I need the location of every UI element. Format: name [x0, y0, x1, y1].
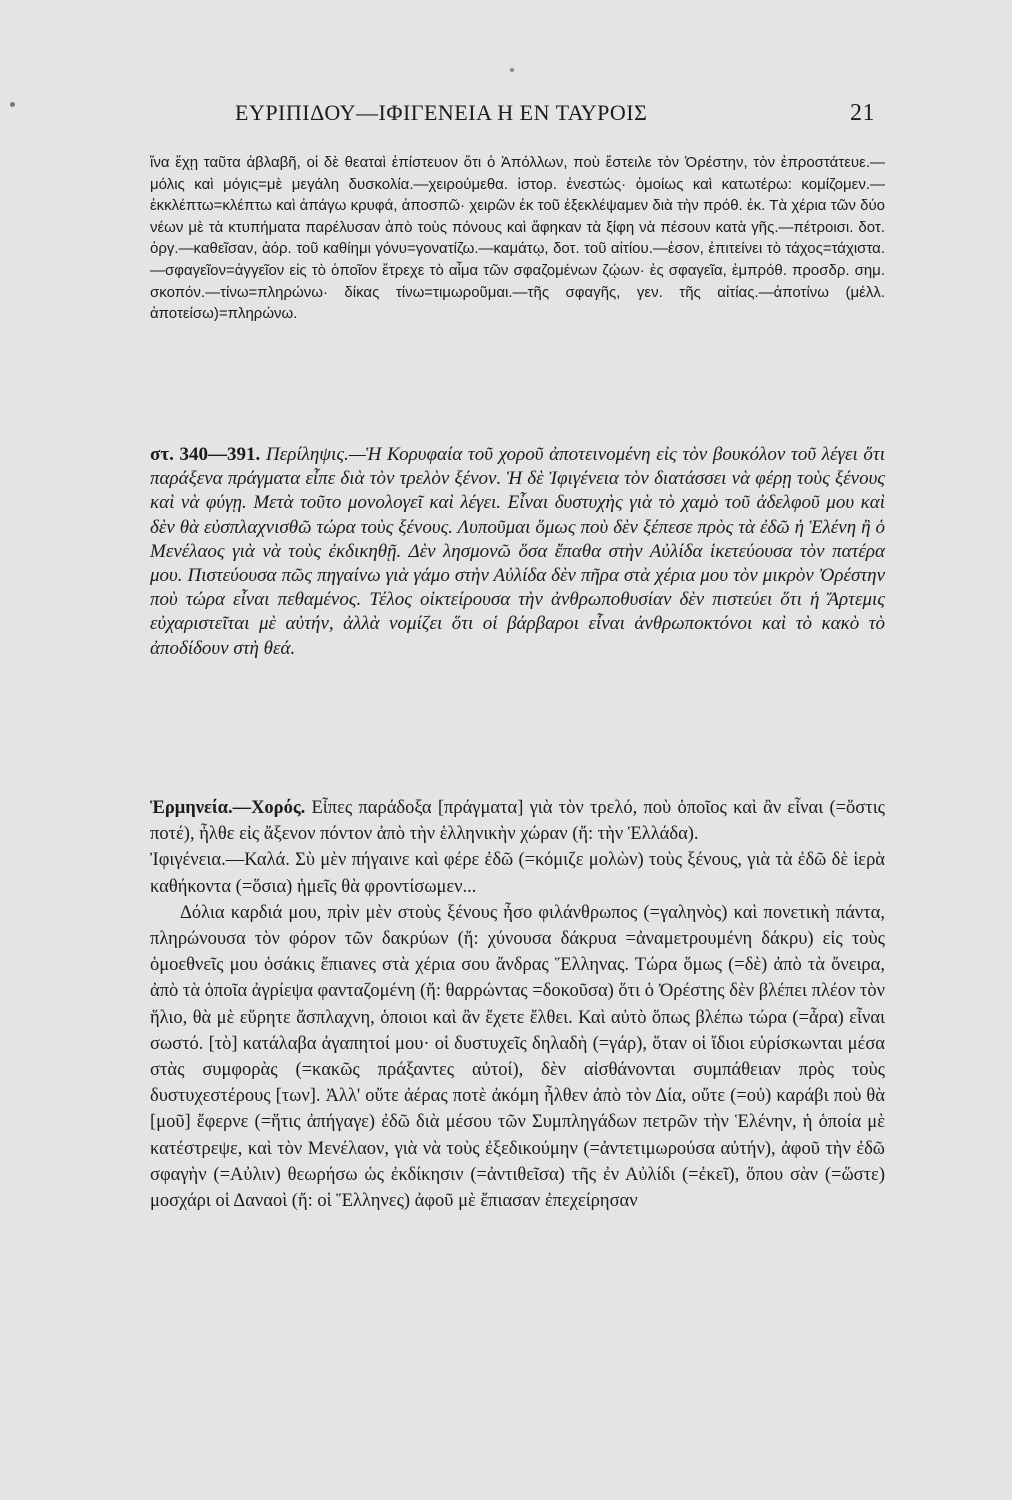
- summary-text: Περίληψις.—Ἡ Κορυφαία τοῦ χοροῦ ἀποτεινομένη εἰς τὸν βουκόλον τοῦ λέγει ὅτι παράξενα πράγματα εἶπε διὰ τὸν τρελὸν ξένον. Ἡ δὲ Ἰφιγένεια τὸν διατάσσει νὰ φέρῃ τοὺς ξένους καὶ νὰ φύγῃ. Μετὰ τοῦτο μονολογεῖ καὶ λέγει. Εἶναι δυστυχὴς γιὰ τὸ χαμὸ τοῦ ἀδελφοῦ μου καὶ δὲν θὰ εὐσπλαχνισθῶ τώρα τοὺς ξένους. Λυποῦμαι ὅμως ποὺ δὲν ξέπεσε πρὸς τὰ ἐδῶ ἡ Ἑλένη ἢ ὁ Μενέλαος γιὰ νὰ τοὺς ἐκδικηθῇ. Δὲν λησμονῶ ὅσα ἔπαθα στὴν Αὐλίδα ἱκετεύουσα τὸν πατέρα μου. Πιστεύουσα πῶς πηγαίνω γιὰ γάμο στὴν Αὐλίδα δὲν πῆρα στὰ χέρια μου τὸν μικρὸν Ὀρέστην ποὺ τώρα εἶναι πεθαμένος. Τέλος οἰκτείρουσα τὴν ἀνθρωποθυσίαν δὲν πιστεύει ὅτι ἡ Ἄρτεμις εὐχαριστεῖται μὲ αὐτήν, ἀλλὰ νομίζει ὅτι οἱ βάρβαροι εἶναι ἀνθρωποκτόνοι καὶ τὸ κακὸ τὸ ἀποδίδουν στὴ θεά.: [150, 444, 886, 659]
- interpretation-text: Εἶπες παράδοξα [πράγματα] γιὰ τὸν τρελό, ποὺ ὁποῖος καὶ ἂν εἶναι (=ὅστις ποτέ), ἦλθε εἰς ἄξενον πόντον ἀπὸ τὴν ἑλληνικὴν χώραν (ἤ: τὴν Ἑλλάδα).: [150, 798, 885, 845]
- running-title: ΕΥΡΙΠΙΔΟΥ—ΙΦΙΓΕΝΕΙΑ Η ΕΝ ΤΑΥΡΟΙΣ: [235, 100, 648, 125]
- verse-range: στ. 340—391.: [150, 444, 261, 465]
- running-header: [235, 100, 875, 127]
- print-speck: [510, 68, 514, 72]
- interpretation-paragraph: Ἰφιγένεια.—Καλά. Σὺ μὲν πήγαινε καὶ φέρε ἐδῶ (=κόμιζε μολὼν) τοὺς ξένους, γιὰ τὰ ἐδῶ δὲ ἱερὰ καθήκοντα (=ὅσια) ἡμεῖς θὰ φροντίσωμεν...: [150, 850, 885, 897]
- interpretation-section: [150, 795, 885, 1214]
- interpretation-heading: Ἑρμηνεία.—Χορός.: [150, 798, 306, 818]
- footnotes-block: [150, 152, 885, 325]
- footnotes-text: ἵνα ἔχῃ ταῦτα ἀβλαβῆ, οἱ δὲ θεαταὶ ἐπίστευον ὅτι ὁ Ἀπόλλων, ποὺ ἔστειλε τὸν Ὀρέστην, τὸν ἐπροστάτευε.—μόλις καὶ μόγις=μὲ μεγάλη δυσκολία.—χειρούμεθα. ἱστορ. ἐνεστώς· ὁμοίως καὶ κατωτέρω: κομίζομεν.—ἐκκλέπτω=κλέπτω καὶ ἀπάγω κρυφά, ἀποσπῶ· χειρῶν ἐκ τοῦ ἐξεκλέψαμεν διὰ τὴν πρόθ. ἐκ. Τὰ χέρια τῶν δύο νέων μὲ τὰ κτυπήματα παρέλυσαν ἀπὸ τοὺς πόνους καὶ ἄφηκαν τὰ ξίφη νὰ πέσουν κατὰ γῆς.—πέτροισι. δοτ. ὀργ.—καθεῖσαν, ἀόρ. τοῦ καθίημι γόνυ=γονατίζω.—καμάτῳ, δοτ. τοῦ αἰτίου.—ἐσον, ἐπιτείνει τὸ τάχος=τάχιστα.—σφαγεῖον=ἀγγεῖον εἰς τὸ ὁποῖον ἔτρεχε τὸ αἷμα τῶν σφαζομένων ζῴων· ἐς σφαγεῖα, ἐμπρόθ. προσδρ. σημ. σκοπόν.—τίνω=πληρώνω· δίκας τίνω=τιμωροῦμαι.—τῆς σφαγῆς, γεν. τῆς αἰτίας.—ἀποτίνω (μέλλ. ἀποτείσω)=πληρώνω.: [150, 154, 885, 323]
- interpretation-paragraph: [150, 795, 885, 847]
- page-number: 21: [850, 100, 875, 126]
- summary-section: [150, 443, 885, 661]
- interpretation-paragraph: Δόλια καρδιά μου, πρὶν μὲν στοὺς ξένους ἦσο φιλάνθρωπος (=γαληνὸς) καὶ πονετικὴ πάντα, πληρώνουσα τὸν φόρον τῶν δακρύων (ἤ: χύνουσα δάκρυα =ἀναμετρουμένη δάκρυ) εἰς τοὺς ὁμοεθνεῖς μου ὁσάκις ἔπιανες στὰ χέρια σου ἄνδρας Ἕλληνας. Τώρα ὅμως (=δὲ) ἀπὸ τὰ ὄνειρα, ἀπὸ τὰ ὁποῖα ἀγρίεψα φανταζομένη (ἤ: θαρρώντας =δοκοῦσα) ὅτι ὁ Ὀρέστης δὲν βλέπει πλέον τὸν ἥλιο, θὰ μὲ εὕρητε ἄσπλαχνη, ὁποιοι καὶ ἂν ἔχετε ἔλθει. Καὶ αὐτὸ ὅπως βλέπω τώρα (=ἆρα) εἶναι σωστό. [τὸ] κατάλαβα ἀγαπητοί μου· οἱ δυστυχεῖς δηλαδὴ (=γάρ), ὅταν οἱ ἴδιοι εὑρίσκωνται μέσα στὰς συμφορὰς (=κακῶς πράξαντες αὐτοί), δὲν αἰσθάνονται συμπάθειαν πρὸς τοὺς δυστυχεστέρους [των]. Ἀλλ' οὔτε ἀέρας ποτὲ ἀκόμη ἦλθεν ἀπὸ τὸν Δία, οὔτε (=οὐ) καράβι ποὺ θὰ [μοῦ] ἔφερνε (=ἥτις ἀπήγαγε) ἐδῶ διὰ μέσου τῶν Συμπληγάδων πετρῶν τὴν Ἑλένην, ἡ ὁποία μὲ κατέστρεψε, καὶ τὸν Μενέλαον, γιὰ νὰ τοὺς ἐξεδικούμην (=ἀντετιμωρούσα αὐτήν), ἀφοῦ τὴν ἐδῶ σφαγὴν (=Αὐλιν) θεωρήσω ὡς ἐκδίκησιν (=ἀντιθεῖσα) τῆς ἐν Αὐλίδι (=ἐκεῖ), ὅπου σὰν (=ὥστε) μοσχάρι οἱ Δαναοὶ (ἤ: οἱ Ἕλληνες) ἀφοῦ μὲ ἔπιασαν ἐπεχείρησαν: [150, 902, 885, 1212]
- print-speck: [10, 102, 15, 107]
